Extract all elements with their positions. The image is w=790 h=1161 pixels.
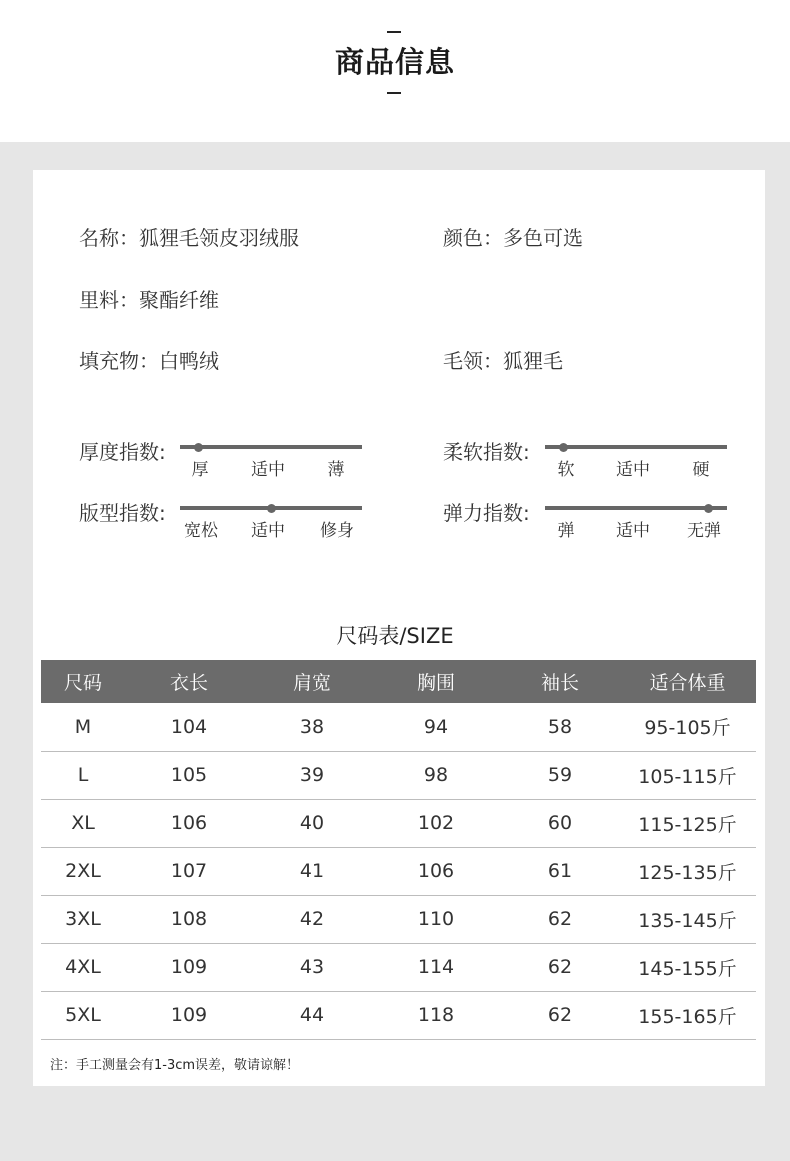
col-header-length: 衣长 — [125, 660, 253, 703]
cell-length: 105 — [125, 751, 253, 799]
size-table — [41, 660, 756, 1040]
cell-weight: 135-145斤 — [619, 895, 756, 943]
cell-chest: 94 — [371, 703, 501, 751]
cell-length: 108 — [125, 895, 253, 943]
cell-sleeve: 62 — [501, 943, 619, 991]
cell-size: 5XL — [41, 991, 125, 1039]
cell-sleeve: 62 — [501, 895, 619, 943]
cell-sleeve: 58 — [501, 703, 619, 751]
cell-chest: 114 — [371, 943, 501, 991]
cell-weight: 95-105斤 — [619, 703, 756, 751]
scale-tick-label: 硬 — [692, 460, 710, 480]
cell-sleeve: 62 — [501, 991, 619, 1039]
header — [0, 0, 790, 142]
cell-chest: 102 — [371, 799, 501, 847]
cell-shoulder: 44 — [253, 991, 371, 1039]
cell-chest: 98 — [371, 751, 501, 799]
index-label: 弹力指数: — [443, 501, 530, 525]
cell-weight: 145-155斤 — [619, 943, 756, 991]
cell-size: 4XL — [41, 943, 125, 991]
cell-size: M — [41, 703, 125, 751]
table-row — [41, 751, 756, 799]
cell-shoulder: 42 — [253, 895, 371, 943]
scale-line — [180, 445, 362, 449]
cell-size: L — [41, 751, 125, 799]
table-row — [41, 991, 756, 1039]
col-header-shoulder: 肩宽 — [253, 660, 371, 703]
cell-weight: 115-125斤 — [619, 799, 756, 847]
table-row — [41, 943, 756, 991]
scale-line — [545, 445, 727, 449]
size-table-body — [41, 703, 756, 1039]
product-collar: 毛领：狐狸毛 — [443, 349, 563, 373]
scale-tick-label: 厚 — [191, 460, 209, 480]
cell-weight: 155-165斤 — [619, 991, 756, 1039]
table-row — [41, 799, 756, 847]
cell-size: XL — [41, 799, 125, 847]
cell-sleeve: 60 — [501, 799, 619, 847]
index-label: 厚度指数: — [79, 440, 166, 464]
measurement-note: 注：手工测量会有1-3cm误差，敬请谅解！ — [50, 1058, 300, 1073]
product-name: 名称：狐狸毛领皮羽绒服 — [79, 226, 299, 250]
cell-shoulder: 43 — [253, 943, 371, 991]
cell-length: 109 — [125, 943, 253, 991]
product-color: 颜色：多色可选 — [443, 226, 583, 250]
cell-sleeve: 61 — [501, 847, 619, 895]
scale-tick-label: 适中 — [616, 460, 650, 480]
cell-size: 2XL — [41, 847, 125, 895]
cell-size: 3XL — [41, 895, 125, 943]
cell-shoulder: 40 — [253, 799, 371, 847]
product-filling: 填充物：白鸭绒 — [79, 349, 219, 373]
size-chart-title: 尺码表/SIZE — [336, 624, 454, 648]
scale-tick-label: 薄 — [327, 460, 345, 480]
product-lining: 里料：聚酯纤维 — [79, 288, 219, 312]
col-header-chest: 胸围 — [371, 660, 501, 703]
col-header-weight: 适合体重 — [619, 660, 756, 703]
scale-tick-label: 宽松 — [184, 521, 218, 541]
index-label: 柔软指数: — [443, 440, 530, 464]
scale-line — [545, 506, 727, 510]
scale-marker — [194, 443, 203, 452]
scale-marker — [559, 443, 568, 452]
cell-shoulder: 41 — [253, 847, 371, 895]
page-title: 商品信息 — [334, 45, 455, 79]
cell-chest: 106 — [371, 847, 501, 895]
scale-tick-label: 软 — [557, 460, 575, 480]
scale-tick-label: 修身 — [320, 521, 354, 541]
cell-weight: 125-135斤 — [619, 847, 756, 895]
table-row — [41, 847, 756, 895]
cell-length: 109 — [125, 991, 253, 1039]
index-label: 版型指数: — [79, 501, 166, 525]
table-row — [41, 895, 756, 943]
size-table-header — [41, 660, 756, 703]
scale-tick-label: 无弹 — [687, 521, 721, 541]
cell-length: 106 — [125, 799, 253, 847]
cell-length: 107 — [125, 847, 253, 895]
cell-shoulder: 38 — [253, 703, 371, 751]
scale-tick-label: 弹 — [557, 521, 575, 541]
title-dash-bottom — [387, 92, 401, 94]
scale-tick-label: 适中 — [251, 460, 285, 480]
scale-marker — [267, 504, 276, 513]
col-header-size: 尺码 — [41, 660, 125, 703]
cell-chest: 118 — [371, 991, 501, 1039]
cell-chest: 110 — [371, 895, 501, 943]
cell-weight: 105-115斤 — [619, 751, 756, 799]
title-dash-top — [387, 31, 401, 33]
cell-length: 104 — [125, 703, 253, 751]
scale-marker — [704, 504, 713, 513]
cell-sleeve: 59 — [501, 751, 619, 799]
scale-tick-label: 适中 — [616, 521, 650, 541]
col-header-sleeve: 袖长 — [501, 660, 619, 703]
cell-shoulder: 39 — [253, 751, 371, 799]
scale-tick-label: 适中 — [251, 521, 285, 541]
table-row — [41, 703, 756, 751]
